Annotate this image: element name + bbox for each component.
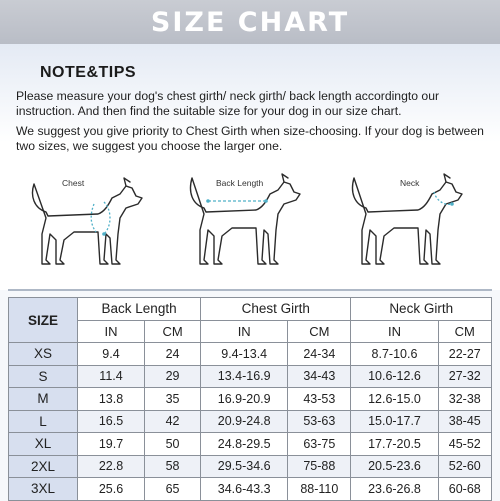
table-cell: 9.4-13.4 [201, 343, 288, 366]
table-row [9, 388, 492, 411]
table-cell: 8.7-10.6 [351, 343, 438, 366]
suggestion-paragraph: We suggest you give priority to Chest Girth when size-choosing. If your dog is between two sizes, we suggest you choose the larger one. [16, 124, 484, 153]
table-cell: 25.6 [78, 478, 145, 501]
size-table [8, 297, 492, 501]
table-row [9, 365, 492, 388]
table-cell: 24 [145, 343, 201, 366]
page-title: SIZE CHART [150, 6, 350, 38]
chest-girth-header: Chest Girth [201, 298, 351, 321]
table-cell: 34-43 [288, 365, 351, 388]
table-cell: 16.9-20.9 [201, 388, 288, 411]
table-row [9, 343, 492, 366]
neck-girth-header: Neck Girth [351, 298, 492, 321]
table-row [9, 410, 492, 433]
notes-title: NOTE&TIPS [40, 64, 137, 81]
chest-label: Chest [62, 178, 85, 188]
table-row [9, 478, 492, 501]
table-cell: 11.4 [78, 365, 145, 388]
size-cell: 2XL [9, 455, 78, 478]
size-cell: S [9, 365, 78, 388]
unit-header: IN [78, 320, 145, 343]
table-cell: 17.7-20.5 [351, 433, 438, 456]
table-cell: 50 [145, 433, 201, 456]
size-table-body [9, 343, 492, 501]
unit-header: CM [288, 320, 351, 343]
unit-header: CM [145, 320, 201, 343]
title-banner [0, 0, 500, 44]
table-cell: 15.0-17.7 [351, 410, 438, 433]
table-cell: 34.6-43.3 [201, 478, 288, 501]
neck-illustration [340, 168, 490, 280]
table-cell: 65 [145, 478, 201, 501]
table-cell: 45-52 [438, 433, 491, 456]
table-cell: 13.4-16.9 [201, 365, 288, 388]
table-cell: 20.9-24.8 [201, 410, 288, 433]
table-cell: 53-63 [288, 410, 351, 433]
table-cell: 12.6-15.0 [351, 388, 438, 411]
table-cell: 22-27 [438, 343, 491, 366]
back-length-illustration [178, 168, 328, 280]
table-cell: 23.6-26.8 [351, 478, 438, 501]
table-cell: 88-110 [288, 478, 351, 501]
chest-illustration [20, 168, 170, 280]
dog-chest-measure-icon [20, 168, 170, 280]
unit-header: IN [351, 320, 438, 343]
table-cell: 60-68 [438, 478, 491, 501]
table-cell: 63-75 [288, 433, 351, 456]
table-cell: 42 [145, 410, 201, 433]
table-cell: 27-32 [438, 365, 491, 388]
back-length-label: Back Length [216, 178, 264, 188]
table-cell: 43-53 [288, 388, 351, 411]
table-cell: 13.8 [78, 388, 145, 411]
section-divider [8, 289, 492, 291]
neck-label: Neck [400, 178, 420, 188]
table-cell: 29 [145, 365, 201, 388]
size-cell: 3XL [9, 478, 78, 501]
table-row [9, 433, 492, 456]
table-cell: 29.5-34.6 [201, 455, 288, 478]
table-cell: 38-45 [438, 410, 491, 433]
table-cell: 10.6-12.6 [351, 365, 438, 388]
unit-header: CM [438, 320, 491, 343]
table-cell: 24.8-29.5 [201, 433, 288, 456]
back-length-header: Back Length [78, 298, 201, 321]
table-cell: 32-38 [438, 388, 491, 411]
size-cell: M [9, 388, 78, 411]
table-cell: 22.8 [78, 455, 145, 478]
table-cell: 52-60 [438, 455, 491, 478]
table-cell: 9.4 [78, 343, 145, 366]
instruction-paragraph: Please measure your dog's chest girth/ neck girth/ back length accordingto our instruction. And then find the suitable size for your dog in our size chart. [16, 89, 440, 118]
table-cell: 35 [145, 388, 201, 411]
size-cell: L [9, 410, 78, 433]
unit-header: IN [201, 320, 288, 343]
size-cell: XS [9, 343, 78, 366]
table-row [9, 455, 492, 478]
size-cell: XL [9, 433, 78, 456]
table-cell: 75-88 [288, 455, 351, 478]
table-cell: 16.5 [78, 410, 145, 433]
size-column-header: SIZE [9, 298, 78, 343]
table-cell: 58 [145, 455, 201, 478]
table-cell: 24-34 [288, 343, 351, 366]
table-cell: 19.7 [78, 433, 145, 456]
table-cell: 20.5-23.6 [351, 455, 438, 478]
